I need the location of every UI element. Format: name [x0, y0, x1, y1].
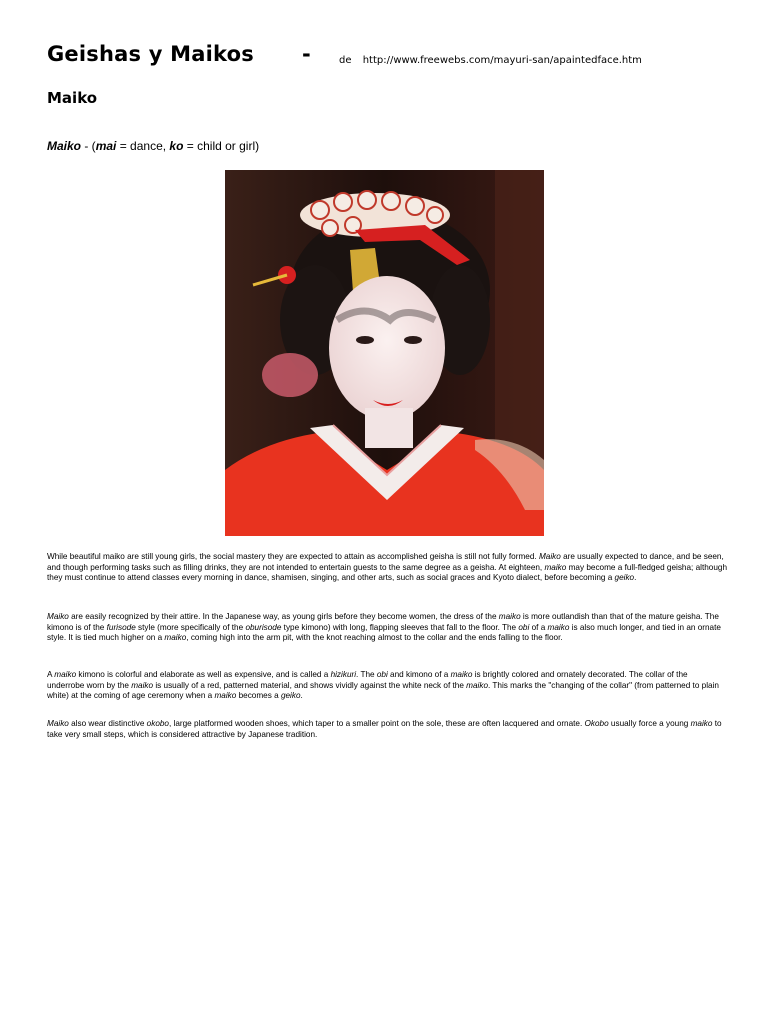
text-run: . [634, 573, 637, 582]
text-run: and kimono of a [387, 670, 451, 679]
text-run: type kimono) with long, flapping sleeves that fall to the floor. The [281, 622, 519, 632]
section-heading: Maiko [47, 89, 98, 107]
paragraph-4 [47, 719, 727, 740]
text-run: of a [529, 622, 548, 632]
text-run: also wear distinctive [68, 719, 147, 728]
text-run: , coming high into the arm pit, with the knot reaching almost to the collar and the ends falling to the floor. [186, 633, 563, 642]
text-run: may become a full-fledged geisha; although they must continue to attend classes every morning in dance, shamisen, singing, and other arts, such as social graces and Kyoto dialect, before becoming a [47, 562, 727, 582]
source-prefix: de [339, 55, 352, 66]
paragraph-1 [47, 552, 727, 584]
text-run: . [300, 691, 303, 700]
italic-term: oburisode [245, 622, 282, 632]
italic-term: Okobo [584, 719, 609, 728]
paragraph-3 [47, 670, 727, 702]
italic-term: maiko [544, 562, 567, 572]
italic-term: Maiko [47, 719, 69, 728]
italic-term: Maiko [47, 612, 69, 621]
title-dash: - [302, 42, 311, 66]
text-run: are easily recognized by their attire. In the Japanese way, as young girls before they become women, the dress of the [68, 612, 499, 621]
text-run: , large platformed wooden shoes, which taper to a smaller point on the sole, these are often lacquered and ornate. [168, 719, 585, 728]
text-run: usually force a young [608, 719, 691, 728]
paragraph-text [47, 612, 727, 644]
title-row [47, 42, 642, 66]
face-shape [329, 276, 445, 420]
definition-ko-def: = child or girl) [183, 139, 260, 153]
text-run: are usually expected to dance, and be seen, and though performing tasks such as filling drinks, they are not intended to entertain guests to the same degree as a geisha. At eighteen, [47, 552, 724, 572]
paragraph-text [47, 552, 727, 584]
text-run: While beautiful maiko are still young girls, the social mastery they are expected to attain as accomplished geisha is still not fully formed. [47, 552, 539, 561]
text-run: is more outlandish than that of the mature geisha. The kimono is of the [47, 612, 719, 632]
italic-term: maiko [54, 670, 77, 679]
italic-term: geiko [280, 691, 301, 700]
definition-ko: ko [169, 139, 184, 153]
italic-term: furisode [106, 622, 136, 632]
definition-mai-def: = dance, [116, 139, 170, 153]
italic-term: maiko [547, 622, 570, 632]
italic-term: maiko [466, 680, 489, 690]
maiko-photo [225, 170, 544, 536]
italic-term: maiko [498, 612, 521, 621]
italic-term: Maiko [538, 552, 561, 561]
definition-sep: - ( [81, 139, 96, 153]
paragraph-text [47, 719, 727, 740]
italic-term: maiko [690, 719, 713, 728]
text-run: . The [356, 670, 377, 679]
text-run: A [47, 670, 55, 679]
italic-term: okobo [146, 719, 169, 728]
text-run: to take very small steps, which is considered attractive by Japanese tradition. [47, 719, 722, 739]
maiko-photo-illustration [225, 170, 544, 536]
italic-term: maiko [450, 670, 473, 679]
source-url-link[interactable]: http://www.freewebs.com/mayuri-san/apaintedface.htm [362, 55, 642, 66]
italic-term: geiko [614, 573, 635, 582]
text-run: becomes a [236, 691, 281, 700]
text-run: kimono is colorful and elaborate as well as expensive, and is called a [76, 670, 331, 679]
paragraph-text [47, 670, 727, 702]
italic-term: obi [376, 670, 388, 679]
italic-term: maiko [164, 633, 187, 642]
text-run: style (more specifically of the [135, 622, 246, 632]
italic-term: maiko [131, 680, 154, 690]
definition-term: Maiko [47, 139, 82, 153]
text-run: is also much longer, and tied in an ornate style. It is tied much higher on a [47, 622, 721, 642]
italic-term: maiko [214, 691, 237, 700]
text-run: is brightly colored and ornately decorated. The collar of the underrobe worn by the [47, 670, 688, 690]
definition-line [47, 139, 259, 153]
italic-term: obi [518, 622, 530, 632]
page-title: Geishas y Maikos [47, 42, 254, 66]
definition-mai: mai [95, 139, 117, 153]
text-run: is usually of a red, patterned material, and shows vividly against the white neck of the [153, 680, 467, 690]
text-run: . This marks the "changing of the collar" (from patterned to plain white) at the coming of age ceremony when a [47, 680, 719, 700]
italic-term: hizikuri [330, 670, 357, 679]
source-line [339, 55, 642, 66]
paragraph-2 [47, 612, 727, 644]
